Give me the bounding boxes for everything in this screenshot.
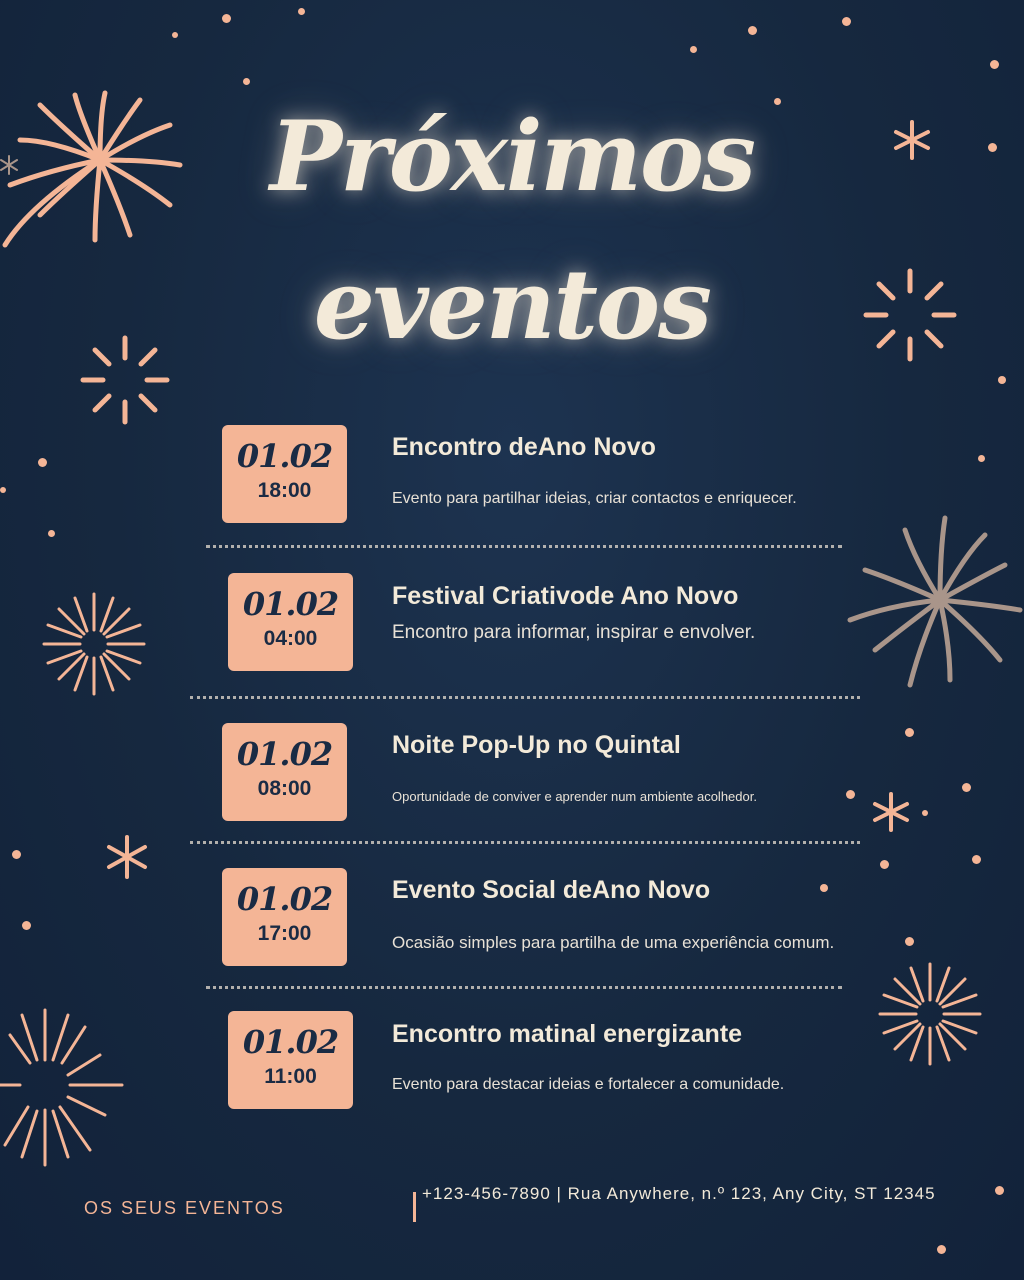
dot [990, 60, 999, 69]
firework-icon [0, 1005, 125, 1170]
event-description: Encontro para informar, inspirar e envolver. [392, 622, 756, 643]
dot [978, 455, 985, 462]
event-date-box [222, 868, 347, 966]
dot [905, 728, 914, 737]
event-title: Evento Social deAno Novo [392, 876, 711, 904]
event-description: Oportunidade de conviver e aprender num ambiente acolhedor. [392, 789, 757, 804]
dot [38, 458, 47, 467]
dot [995, 1186, 1004, 1195]
firework-icon [42, 592, 146, 696]
event-date-box [228, 1011, 353, 1109]
dot [846, 790, 855, 799]
event-title: Noite Pop-Up no Quintal [392, 731, 681, 759]
page-title-line2: eventos [313, 248, 711, 361]
dot [222, 14, 231, 23]
event-description: Evento para partilhar ideias, criar contactos e enriquecer. [392, 490, 797, 507]
dot [820, 884, 828, 892]
event-date: 01.02 [236, 880, 333, 918]
dot [842, 17, 851, 26]
event-date-box [222, 425, 347, 523]
firework-icon [845, 510, 1024, 695]
footer-contact: +123-456-7890 | Rua Anywhere, n.º 123, Any City, ST 12345 [422, 1184, 936, 1203]
dot [172, 32, 178, 38]
event-date: 01.02 [242, 1023, 339, 1061]
sparkle-icon [872, 792, 910, 832]
dot [972, 855, 981, 864]
sparkle-icon [106, 835, 148, 879]
event-date: 01.02 [236, 437, 333, 475]
dot [690, 46, 697, 53]
divider [206, 986, 842, 989]
divider [190, 841, 860, 844]
firework-icon [878, 962, 982, 1066]
event-date-box [228, 573, 353, 671]
dot [962, 783, 971, 792]
event-date: 01.02 [236, 735, 333, 773]
dot [998, 376, 1006, 384]
dot [937, 1245, 946, 1254]
dot [12, 850, 21, 859]
dot [48, 530, 55, 537]
event-time: 04:00 [263, 627, 318, 650]
dot [880, 860, 889, 869]
event-time: 18:00 [257, 479, 312, 502]
event-description: Ocasião simples para partilha de uma experiência comum. [392, 933, 835, 952]
footer-divider [413, 1192, 416, 1222]
footer-tagline: OS SEUS EVENTOS [84, 1198, 285, 1218]
event-description: Evento para destacar ideias e fortalecer a comunidade. [392, 1076, 785, 1093]
event-time: 08:00 [257, 777, 312, 800]
dot [22, 921, 31, 930]
event-title: Festival Criativode Ano Novo [392, 582, 739, 610]
dot [243, 78, 250, 85]
dot [0, 487, 6, 493]
dot [905, 937, 914, 946]
event-title: Encontro deAno Novo [392, 433, 656, 461]
dot [922, 810, 928, 816]
dot [748, 26, 757, 35]
event-date-box [222, 723, 347, 821]
divider [190, 696, 860, 699]
event-time: 17:00 [257, 922, 312, 945]
event-time: 11:00 [264, 1065, 317, 1088]
divider [206, 545, 842, 548]
page-title-line1: Próximos [269, 100, 755, 213]
dot [298, 8, 305, 15]
event-date: 01.02 [242, 585, 339, 623]
event-title: Encontro matinal energizante [392, 1020, 743, 1048]
